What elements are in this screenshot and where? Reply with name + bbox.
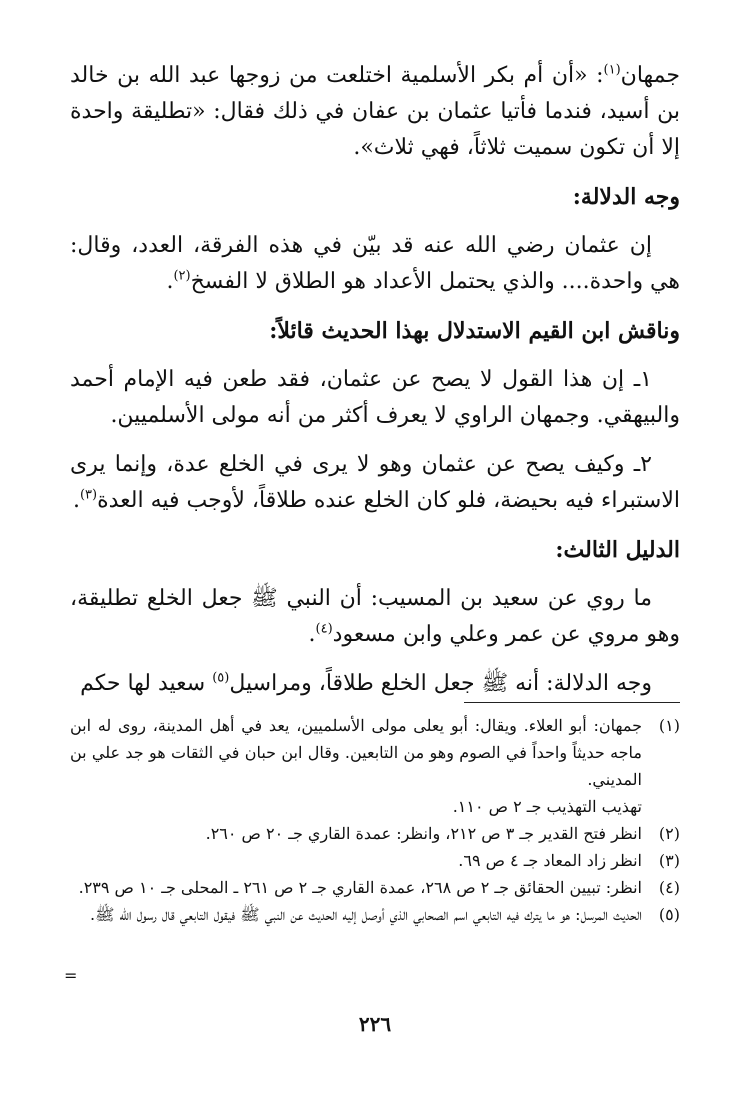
footnote-3: (٣) انظر زاد المعاد جـ ٤ ص ٦٩. bbox=[458, 851, 680, 870]
paragraph-4: ٢ـ وكيف يصح عن عثمان وهو لا يرى في الخلع عدة، وإنما يرى الاستبراء فيه بحيضة، فلو كان الخلع عنده طلاقاً، لأوجب فيه العدة$^{(٣)}$. bbox=[70, 452, 680, 513]
footnotes bbox=[70, 712, 680, 928]
paragraph-3: ١ـ إن هذا القول لا يصح عن عثمان، فقد طعن فيه الإمام أحمد والبيهقي. وجمهان الراوي لا يعرف أكثر من أنه مولى الأسلميين. bbox=[70, 367, 680, 428]
footnote-2: (٢) انظر فتح القدير جـ ٣ ص ٢١٢، وانظر: عمدة القاري جـ ٢٠ ص ٢٦٠. bbox=[205, 824, 680, 843]
footnote-1-source: تهذيب التهذيب جـ ٢ ص ١١٠. bbox=[452, 797, 642, 816]
page-number: ٢٢٦ bbox=[358, 1012, 392, 1036]
paragraph-1: جمهان$^{(١)}$: «أن أم بكر الأسلمية اختلعت من زوجها عبد الله بن خالد بن أسيد، فندما فأتيا عثمان بن عفان في ذلك فقال: «تطليقة واحدة إلا أن تكون سميت ثلاثاً، فهي ثلاث». bbox=[70, 62, 680, 160]
footnote-ref-2: (٢) bbox=[173, 268, 191, 284]
heading-evidence-1: وجه الدلالة: bbox=[572, 184, 680, 210]
footnote-1: (١) جمهان: أبو العلاء. ويقال: أبو يعلى مولى الأسلميين، يعد في أهل المدينة، روى له ابن ماجه حديثاً واحداً في الصوم وهو من التابعين. وقال ابن حبان في الثقات هو جد علي بن المديني. bbox=[70, 716, 680, 789]
footnote-ref-1: (١) bbox=[603, 62, 621, 78]
footnote-ref-5: (٥) bbox=[212, 670, 230, 686]
main-text bbox=[70, 58, 680, 715]
footnote-ref-3: (٣) bbox=[79, 487, 98, 503]
paragraph-2: إن عثمان رضي الله عنه قد بيّن في هذه الفرقة، العدد، وقال: هي واحدة.... والذي يحتمل الأعداد هو الطلاق لا الفسخ$^{(٢)}$. bbox=[70, 233, 680, 294]
footnote-5: (٥) الحديث المرسل: هو ما يترك فيه التابعي اسم الصحابي الذي أوصل إليه الحديث عن النبي ﷺ فيقول التابعي قال رسول الله ﷺ. bbox=[90, 905, 680, 924]
heading-third-evidence: الدليل الثالث: bbox=[555, 537, 680, 563]
heading-ibn-qayyim: وناقش ابن القيم الاستدلال بهذا الحديث قائلاً: bbox=[269, 318, 680, 344]
paragraph-6: وجه الدلالة: أنه ﷺ جعل الخلع طلاقاً، ومراسيل$^{(٥)}$ سعيد لها حكم bbox=[80, 670, 652, 696]
continuation-mark: = bbox=[64, 966, 78, 985]
footnote-ref-4: (٤) bbox=[315, 621, 333, 637]
footnote-divider bbox=[464, 702, 680, 703]
paragraph-5: ما روي عن سعيد بن المسيب: أن النبي ﷺ جعل الخلع تطليقة، وهو مروي عن عمر وعلي وابن مسعود$^{(٤)}$. bbox=[70, 586, 680, 647]
footnote-4: (٤) انظر: تبيين الحقائق جـ ٢ ص ٢٦٨، عمدة القاري جـ ٢ ص ٢٦١ ـ المحلى جـ ١٠ ص ٢٣٩. bbox=[78, 878, 680, 897]
